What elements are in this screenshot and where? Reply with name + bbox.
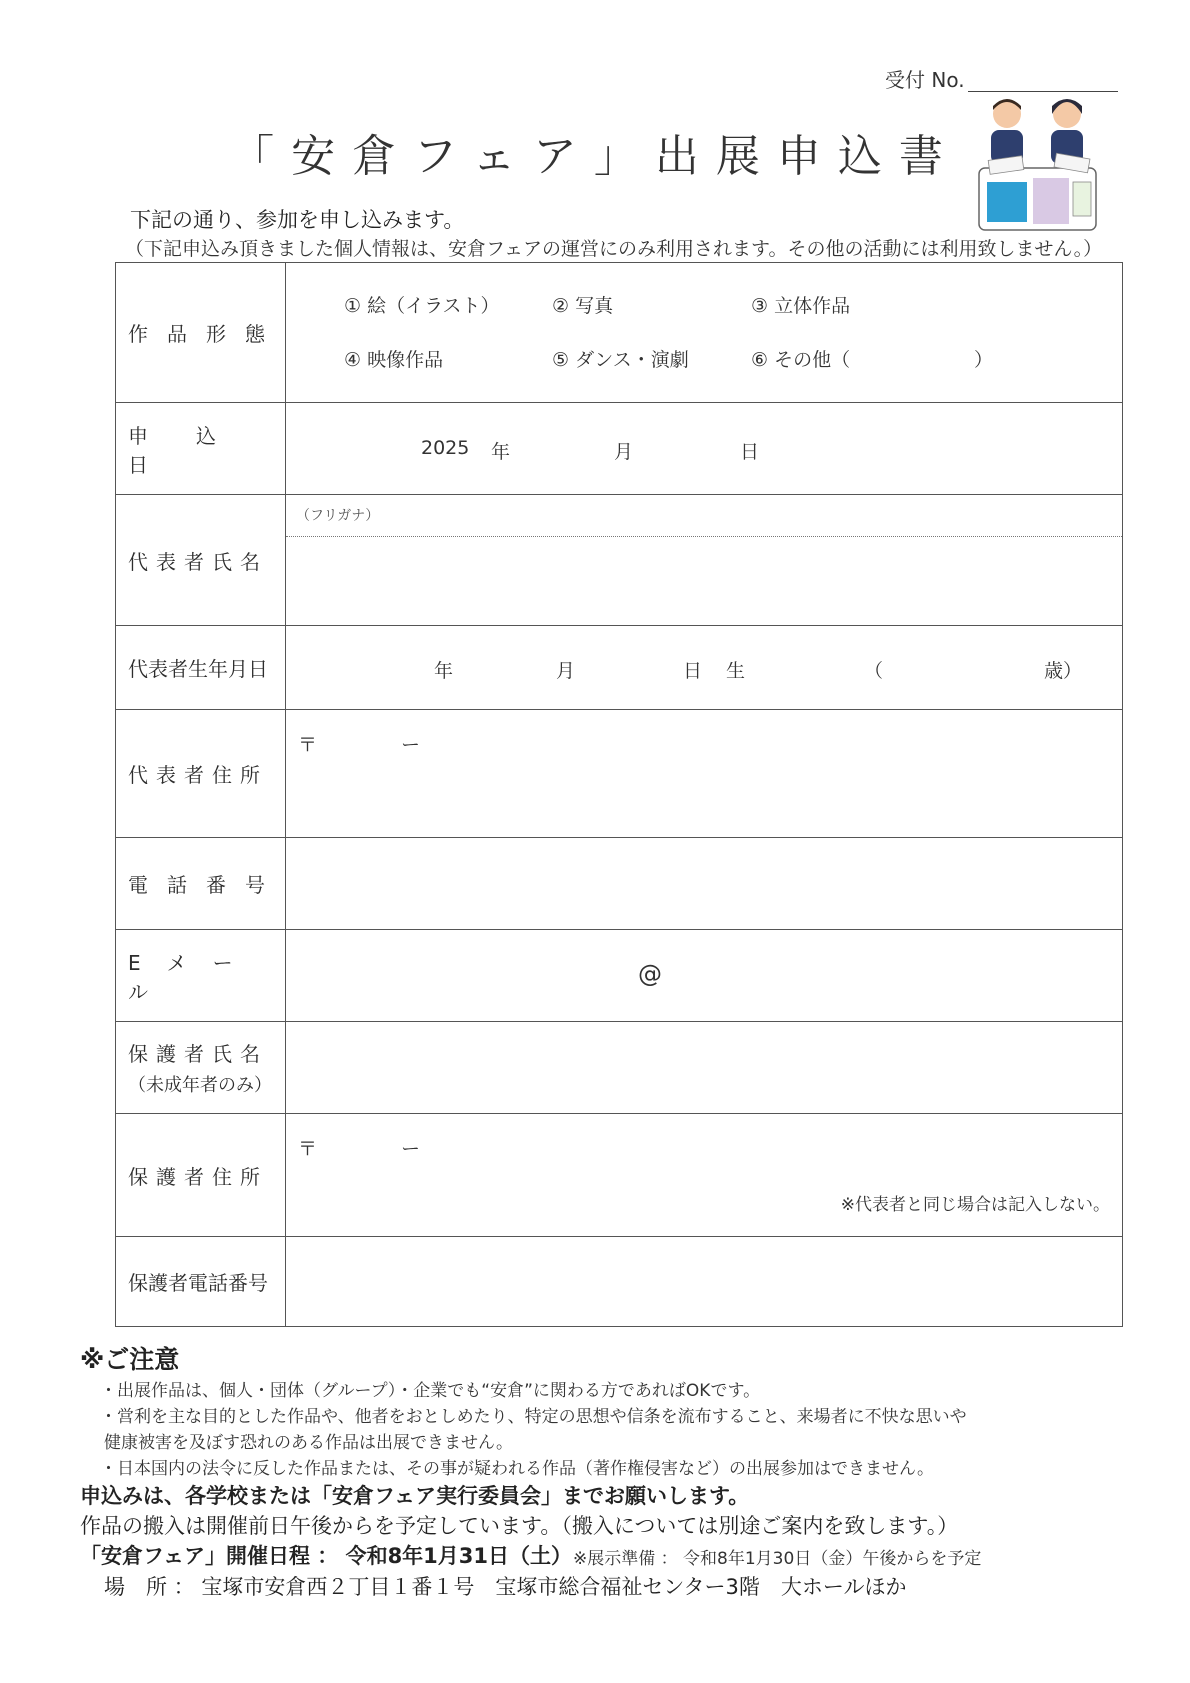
guardian-name-label-cell <box>116 1022 286 1113</box>
schedule-text: 「安倉フェア」開催日程 ： 令和8年1月31日（土） <box>80 1544 573 1568</box>
row-rep-name <box>116 494 1122 625</box>
rep-address-field[interactable] <box>286 710 1122 837</box>
intro-text: 下記の通り、参加を申し込みます。 <box>130 208 465 232</box>
option-photo[interactable]: ② 写真 <box>552 295 614 317</box>
row-guardian-phone <box>116 1236 1122 1326</box>
postal-mark-icon: 〒 <box>298 734 318 756</box>
note-item: ・出展作品は、個人・団体（グループ）・企業でも“安倉”に関わる方であればOKです。 <box>100 1381 761 1401</box>
application-form <box>115 262 1123 1327</box>
receipt-number-label: 受付 No. <box>885 68 965 92</box>
guardian-name-label: 保護者氏名 <box>128 1042 268 1066</box>
work-type-label: 作品形態 <box>116 263 286 402</box>
option-other[interactable]: ⑥ その他（ <box>751 349 851 371</box>
row-guardian-address <box>116 1113 1122 1236</box>
application-month-unit: 月 <box>614 441 634 463</box>
notes-heading: ※ご注意 <box>80 1345 180 1374</box>
carry-in-text: 作品の搬入は開催前日午後からを予定しています。（搬入については別途ご案内を致します。） <box>80 1514 959 1538</box>
rep-name-field[interactable] <box>286 495 1122 625</box>
guardian-address-field[interactable] <box>286 1114 1122 1236</box>
guardian-phone-label: 保護者電話番号 <box>116 1237 286 1326</box>
apply-to-text: 申込みは、各学校または「安倉フェア実行委員会」までお願いします。 <box>80 1484 750 1508</box>
furigana-divider <box>286 536 1122 537</box>
birth-month-unit: 月 <box>556 660 576 682</box>
row-phone <box>116 837 1122 929</box>
phone-field[interactable] <box>286 838 1122 929</box>
row-rep-birthdate <box>116 625 1122 709</box>
application-date-field[interactable] <box>286 403 1122 494</box>
option-3d-work[interactable]: ③ 立体作品 <box>751 295 851 317</box>
option-other-close-paren: ） <box>974 349 994 371</box>
privacy-notice: （下記申込み頂きました個人情報は、安倉フェアの運営にのみ利用されます。その他の活動には利用致しません。） <box>125 238 1103 260</box>
row-guardian-name <box>116 1021 1122 1113</box>
application-day-unit: 日 <box>740 441 760 463</box>
rep-address-label: 代表者住所 <box>116 710 286 837</box>
option-video[interactable]: ④ 映像作品 <box>344 349 444 371</box>
postal-dash: ー <box>401 734 421 756</box>
option-dance-drama[interactable]: ⑤ ダンス・演劇 <box>552 349 689 371</box>
guardian-postal-mark-icon: 〒 <box>298 1138 318 1160</box>
row-application-date <box>116 402 1122 494</box>
birth-year-unit: 年 <box>434 660 454 682</box>
exhibitors-illustration <box>975 92 1100 240</box>
work-type-options <box>286 263 1122 402</box>
venue-text: 場 所 ： 宝塚市安倉西２丁目１番１号 宝塚市総合福祉センター3階 大ホールほか <box>104 1575 907 1599</box>
rep-name-label: 代表者氏名 <box>116 495 286 625</box>
application-year-unit: 年 <box>491 441 511 463</box>
row-work-type <box>116 263 1122 402</box>
phone-label: 電話番号 <box>116 838 286 929</box>
application-year: 2025 <box>421 437 470 459</box>
guardian-address-label: 保護者住所 <box>116 1114 286 1236</box>
note-item: ・営利を主な目的とした作品や、他者をおとしめたり、特定の思想や信条を流布すること、来場者に不快な思いや <box>100 1407 967 1427</box>
at-sign: @ <box>638 960 662 988</box>
age-unit: 歳） <box>1044 660 1083 682</box>
row-rep-address <box>116 709 1122 837</box>
note-item: ・日本国内の法令に反した作品または、その事が疑われる作品（著作権侵害など）の出展参加はできません。 <box>100 1459 935 1479</box>
prep-schedule-text: ※展示準備 ： 令和8年1月30日（金）午後からを予定 <box>573 1549 982 1569</box>
page-title: 「安倉フェア」出展申込書 <box>230 131 960 182</box>
application-date-label: 申込日 <box>116 403 286 494</box>
guardian-phone-field[interactable] <box>286 1237 1122 1326</box>
rep-birthdate-field[interactable] <box>286 626 1122 709</box>
furigana-label: （フリガナ） <box>296 508 380 524</box>
email-field[interactable] <box>286 930 1122 1021</box>
option-illustration[interactable]: ① 絵（イラスト） <box>344 295 500 317</box>
rep-birthdate-label: 代表者生年月日 <box>116 626 286 709</box>
age-open-paren: （ <box>864 660 884 682</box>
note-item: 健康被害を及ぼす恐れのある作品は出展できません。 <box>104 1433 514 1453</box>
birth-day-unit: 日 <box>683 660 703 682</box>
guardian-address-note: ※代表者と同じ場合は記入しない。 <box>840 1195 1110 1215</box>
guardian-name-field[interactable] <box>286 1022 1122 1113</box>
guardian-name-sublabel: （未成年者のみ） <box>128 1075 272 1096</box>
birth-born-label: 生 <box>726 660 746 682</box>
email-label: Eメール <box>116 930 286 1021</box>
row-email <box>116 929 1122 1021</box>
guardian-postal-dash: ー <box>401 1138 421 1160</box>
